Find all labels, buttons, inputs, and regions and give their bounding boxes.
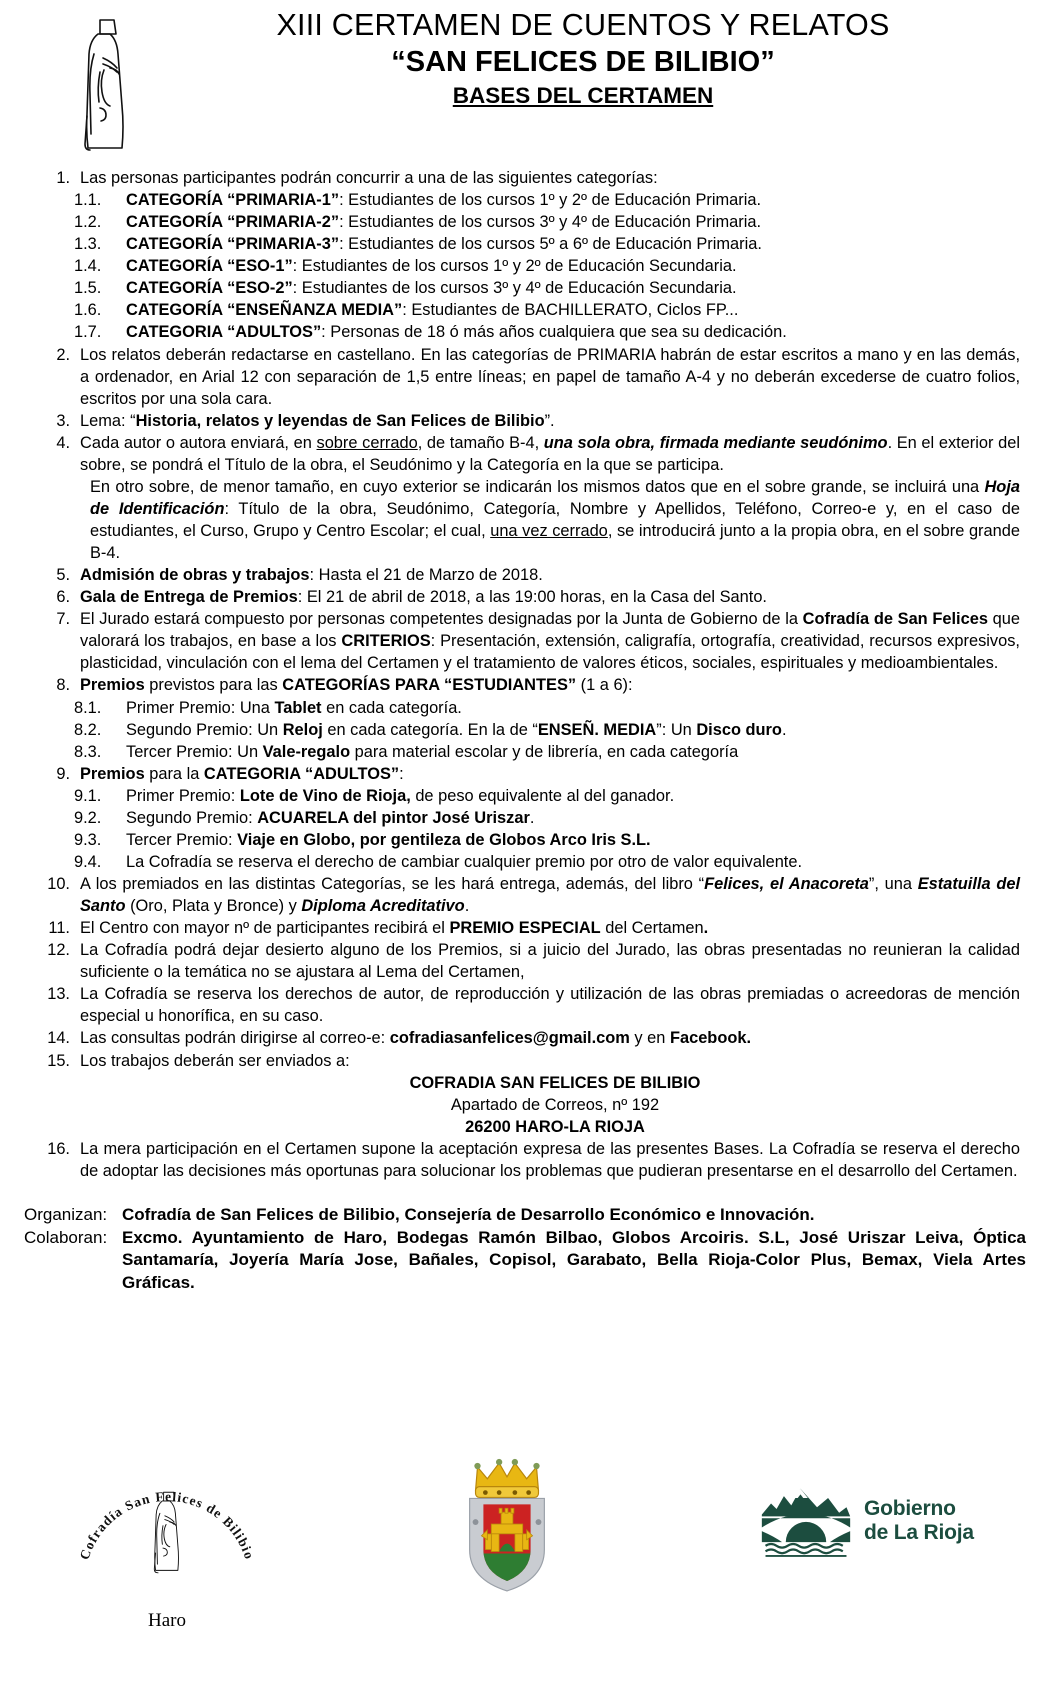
rule-frag: para la — [144, 764, 204, 783]
rule-number: 1. — [56, 169, 70, 187]
rule-frag: En otro sobre, de menor tamaño, en cuyo exterior se indicarán los mismos datos que en el sobre grande, se incluirá una — [90, 477, 985, 496]
rule-frag: que valorará los trabajos, en base a los — [80, 610, 1020, 651]
subrule-rest: : Estudiantes de los cursos 1º y 2º de Educación Primaria. — [339, 191, 762, 210]
rule-number: 6. — [56, 588, 70, 607]
colaboran-row — [24, 1227, 1026, 1295]
rule-item-9 — [36, 763, 1020, 785]
rule-emph: Hoja de Identificación — [90, 477, 1020, 518]
rule-frag: Cada autor o autora enviará, en — [80, 433, 317, 452]
subrule-bold: CATEGORÍA “PRIMARIA-1” — [126, 191, 340, 210]
rule-frag: (1 a 6): — [576, 676, 633, 695]
rule-text: La mera participación en el Certamen supone la aceptación expresa de las presentes Bases. La Cofradía se reserva el derecho de adoptar las decisiones más oportunas para solucionar los problemas que pudieran presentarse en el desarrollo del Certamen. — [80, 1139, 1020, 1181]
subrule-frag: para material escolar y de librería, en cada categoría — [350, 742, 739, 761]
rule-subitem-1-6 — [36, 299, 1020, 321]
rule-number: 12. — [47, 941, 70, 960]
rule-bold: Premios — [80, 676, 145, 695]
subrule-number: 1.3. — [74, 235, 102, 254]
rule-frag: . — [703, 919, 709, 938]
rule-item-12 — [36, 939, 1020, 983]
contact-email[interactable]: cofradiasanfelices@gmail.com — [389, 1029, 630, 1048]
subrule-number: 1.7. — [74, 323, 102, 342]
rules-list — [0, 157, 1056, 1182]
rule-frag: ”, una — [868, 875, 918, 893]
rule-number: 7. — [56, 610, 70, 629]
seal-caption: Haro — [148, 1610, 186, 1631]
rule-item-2 — [36, 344, 1020, 410]
subrule-number: 8.2. — [74, 720, 102, 739]
rule-item-4-paragraph-2 — [36, 476, 1020, 564]
rule-item-13 — [36, 983, 1020, 1027]
rule-bold: Premios — [80, 764, 145, 783]
rule-bold: Cofradía de San Felices — [802, 610, 988, 629]
rule-number: 15. — [47, 1051, 70, 1070]
saint-statue-icon — [70, 8, 140, 157]
subrule-bold: CATEGORÍA “PRIMARIA-2” — [126, 213, 340, 232]
rule-emph: una sola obra, firmada mediante seudónimo — [543, 433, 888, 452]
subrule-text — [126, 829, 1020, 851]
rule-text — [80, 608, 1020, 674]
rule-frag: : Título de la obra, Seudónimo, Categoría, Nombre y Apellidos, Teléfono, Correo-e y, en el caso de estudiantes, el Curso, Grupo y Centro Escolar; el cual, — [90, 499, 1020, 540]
prize-name: Tablet — [274, 698, 322, 717]
category-name: ENSEÑ. MEDIA — [537, 720, 657, 739]
subrule-number: 1.1. — [74, 191, 102, 210]
rioja-logo-line-1: Gobierno — [864, 1497, 956, 1521]
subrule-text — [126, 851, 1020, 873]
rule-subitem-9-1 — [36, 785, 1020, 807]
rule-frag: . — [464, 897, 470, 916]
underlined-sobre-cerrado: sobre cerrado — [316, 433, 418, 452]
subrule-rest: : Estudiantes de los cursos 3º y 4º de Educación Primaria. — [339, 213, 762, 232]
mailing-address — [36, 1072, 1020, 1138]
colaboran-label: Colaboran: — [24, 1227, 108, 1247]
lema-suffix: ”. — [544, 411, 555, 430]
rule-frag: El Centro con mayor nº de participantes recibirá el — [80, 919, 450, 938]
rule-bold: CATEGORÍAS PARA “ESTUDIANTES” — [282, 676, 577, 695]
rule-text: Los relatos deberán redactarse en castellano. En las categorías de PRIMARIA habrán de estar escritos a mano y en las demás, a ordenador, en Arial 12 con separación de 1,5 entre líneas; en papel de tamaño A-4 y no deberán excederse de cuatro folios, escritos por una sola cara. — [80, 345, 1020, 408]
rule-subitem-1-1 — [36, 189, 1020, 211]
subrule-rest: : Estudiantes de los cursos 5º a 6º de Educación Primaria. — [339, 235, 762, 254]
subrule-rest: : Personas de 18 ó más años cualquiera que sea su dedicación. — [321, 323, 787, 342]
rule-bold: CATEGORIA “ADULTOS” — [203, 764, 400, 783]
rule-subitem-8-1 — [36, 697, 1020, 719]
rioja-logo-text — [864, 1497, 974, 1544]
subrule-text — [126, 299, 1020, 321]
subrule-text — [126, 697, 1020, 719]
rule-rest: : El 21 de abril de 2018, a las 19:00 horas, en la Casa del Santo. — [297, 588, 767, 607]
rule-text: Las personas participantes podrán concurrir a una de las siguientes categorías: — [80, 169, 658, 187]
rule-subitem-8-2 — [36, 719, 1020, 741]
rule-text — [80, 564, 1020, 586]
rule-frag: previstos para las — [144, 676, 283, 695]
rule-frag: : Presentación, extensión, caligrafía, ortografía, creatividad, recursos expresivos, plasticidad, vinculación con el lema del Certamen y el tratamiento de valores éticos, sociales, espirituales y medioambientales. — [80, 632, 1020, 673]
statuette-name: Estatuilla del Santo — [80, 875, 1020, 916]
rule-frag: del Certamen — [600, 919, 704, 938]
rule-subitem-9-4 — [36, 851, 1020, 873]
rule-frag: . En el exterior del sobre, se pondrá el Título de la obra, el Seudónimo y la Categoría en la que se participa. — [80, 433, 1020, 474]
subrule-number: 9.3. — [74, 830, 102, 849]
rule-bold: Admisión de obras y trabajos — [80, 566, 310, 585]
rule-item-1 — [36, 167, 1020, 189]
rule-frag: , de tamaño B-4, — [417, 433, 544, 452]
rule-frag: y en — [629, 1029, 670, 1048]
lema-text: Historia, relatos y leyendas de San Felices de Bilibio — [135, 411, 545, 430]
page-title: XIII CERTAMEN DE CUENTOS Y RELATOS — [276, 8, 890, 42]
facebook-link[interactable]: Facebook. — [669, 1029, 752, 1048]
page-section-title: BASES DEL CERTAMEN — [452, 83, 714, 109]
subrule-bold: CATEGORÍA “ENSEÑANZA MEDIA” — [126, 301, 403, 320]
subrule-text — [126, 321, 1020, 343]
special-prize-name: PREMIO ESPECIAL — [449, 919, 601, 938]
subrule-frag: . — [529, 808, 535, 827]
rule-item-7 — [36, 608, 1020, 674]
mountain-river-icon — [760, 1485, 852, 1557]
rule-item-16 — [36, 1138, 1020, 1182]
rule-number: 8. — [56, 676, 70, 695]
organizan-value: Cofradía de San Felices de Bilibio, Consejería de Desarrollo Económico e Innovación. — [122, 1205, 815, 1225]
rule-number: 4. — [56, 433, 70, 452]
rule-frag: El Jurado estará compuesto por personas competentes designadas por la Junta de Gobierno de la — [80, 610, 803, 629]
rule-text — [80, 674, 1020, 696]
rule-item-3 — [36, 410, 1020, 432]
organizers-section — [0, 1182, 1056, 1294]
rule-number: 9. — [56, 764, 70, 783]
rule-item-10 — [36, 873, 1020, 917]
header-titles — [140, 8, 1016, 109]
address-line-1: COFRADIA SAN FELICES DE BILIBIO — [409, 1073, 701, 1092]
svg-text:Cofradía San Felices de Bilibi: Cofradía San Felices de Bilibio — [76, 1488, 258, 1562]
rule-subitem-9-2 — [36, 807, 1020, 829]
subrule-frag: de peso equivalente al del ganador. — [410, 786, 675, 805]
subrule-frag: Primer Premio: Una — [126, 698, 275, 717]
subrule-bold: CATEGORÍA “ESO-2” — [126, 279, 293, 298]
rule-number: 11. — [48, 919, 70, 938]
prize-name: ACUARELA del pintor José Uriszar — [257, 808, 530, 827]
rule-text — [80, 1027, 1020, 1049]
rule-frag: (Oro, Plata y Bronce) y — [125, 897, 302, 916]
prize-name: Disco duro — [696, 720, 782, 739]
subrule-number: 8.3. — [74, 742, 102, 761]
subrule-number: 1.4. — [74, 257, 102, 276]
rule-subitem-8-3 — [36, 741, 1020, 763]
rule-item-11 — [36, 917, 1020, 939]
rule-text — [80, 410, 1020, 432]
rule-text: La Cofradía se reserva los derechos de autor, de reproducción y utilización de las obras premiadas o acreedoras de mención especial u honorífica, en su caso. — [80, 985, 1020, 1026]
rule-rest: : Hasta el 21 de Marzo de 2018. — [309, 566, 543, 585]
subrule-frag: Tercer Premio: Un — [126, 742, 263, 761]
subrule-text — [126, 189, 1020, 211]
prize-name: Viaje en Globo, por gentileza de Globos Arco Iris S.L. — [237, 830, 651, 849]
subrule-bold: CATEGORIA “ADULTOS” — [126, 323, 322, 342]
footer-logos — [0, 1445, 1056, 1675]
address-line-3: 26200 HARO-LA RIOJA — [465, 1117, 645, 1136]
rule-frag: : — [399, 764, 404, 783]
rule-number: 14. — [47, 1029, 70, 1048]
rule-subitem-9-3 — [36, 829, 1020, 851]
subrule-bold: CATEGORÍA “ESO-1” — [126, 257, 293, 276]
saint-statue-seal-icon — [67, 1453, 267, 1603]
poster-header — [0, 0, 1056, 157]
rule-text — [80, 432, 1020, 476]
subrule-text — [126, 719, 1020, 741]
prize-name: Reloj — [282, 720, 323, 739]
subrule-text — [126, 255, 1020, 277]
address-line-2: Apartado de Correos, nº 192 — [450, 1095, 660, 1114]
rule-text — [80, 586, 1020, 608]
subrule-number: 8.1. — [74, 698, 102, 717]
underlined-una-vez-cerrado: una vez cerrado — [490, 522, 608, 540]
organizan-row — [24, 1204, 1026, 1227]
rule-number: 13. — [47, 985, 70, 1004]
rule-subitem-1-2 — [36, 211, 1020, 233]
colaboran-value: Excmo. Ayuntamiento de Haro, Bodegas Ramón Bilbao, Globos Arcoiris. S.L, José Uriszar Leiva, Óptica Santamaría, Joyería María Jose, Bañales, Copisol, Garabato, Bella Rioja-Color Plus, Bemax, Viela Artes Gráficas. — [122, 1227, 1026, 1292]
prize-name: Lote de Vino de Rioja, — [239, 786, 411, 805]
rule-item-4 — [36, 432, 1020, 476]
rule-frag: Las consultas podrán dirigirse al correo-e: — [80, 1029, 390, 1048]
diploma-name: Diploma Acreditativo — [301, 897, 465, 916]
rule-text — [80, 763, 1020, 785]
prize-name: Vale-regalo — [262, 742, 351, 761]
subrule-frag: en cada categoría. En la de “ — [322, 720, 538, 739]
rule-number: 5. — [56, 566, 70, 585]
rule-item-8 — [36, 674, 1020, 696]
rule-subitem-1-5 — [36, 277, 1020, 299]
subrule-number: 9.2. — [74, 808, 102, 827]
subrule-text — [126, 211, 1020, 233]
subrule-frag: . — [781, 720, 787, 739]
rule-bold: CRITERIOS — [341, 632, 431, 651]
rioja-logo-line-2: de La Rioja — [864, 1521, 974, 1544]
rule-item-5 — [36, 564, 1020, 586]
rule-text: Los trabajos deberán ser enviados a: — [80, 1051, 350, 1070]
subrule-text — [126, 785, 1020, 807]
rule-subitem-1-3 — [36, 233, 1020, 255]
subrule-bold: CATEGORÍA “PRIMARIA-3” — [126, 235, 340, 254]
rule-frag: , se introducirá junto a la propia obra, en el sobre grande B-4. — [90, 522, 1020, 563]
subrule-text — [126, 233, 1020, 255]
rule-number: 3. — [56, 411, 70, 430]
rule-subitem-1-4 — [36, 255, 1020, 277]
rule-text — [80, 917, 1020, 939]
lema-prefix: Lema: “ — [80, 411, 136, 430]
cofradia-seal — [62, 1453, 272, 1632]
haro-coat-of-arms-icon — [432, 1451, 582, 1604]
subrule-frag: Segundo Premio: Un — [126, 720, 283, 739]
subrule-frag: ”: Un — [656, 720, 697, 739]
page-subtitle: “SAN FELICES DE BILIBIO” — [391, 45, 775, 78]
subrule-number: 9.1. — [74, 786, 102, 805]
book-title: Felices, el Anacoreta — [704, 875, 869, 893]
subrule-frag: Primer Premio: — [126, 786, 240, 805]
rule-number: 16. — [47, 1139, 70, 1158]
rule-number: 2. — [56, 345, 70, 364]
rule-frag: A los premiados en las distintas Categorías, se les hará entrega, además, del libro “ — [80, 875, 705, 893]
rule-bold: Gala de Entrega de Premios — [80, 588, 298, 607]
rule-text: La Cofradía podrá dejar desierto alguno de los Premios, si a juicio del Jurado, las obras presentadas no reunieran la calidad suficiente o la temática no se ajustara al Lema del Certamen, — [80, 941, 1020, 982]
subrule-frag: Segundo Premio: — [126, 808, 258, 827]
subrule-rest: : Estudiantes de los cursos 1º y 2º de Educación Secundaria. — [292, 257, 737, 276]
subrule-frag: Tercer Premio: — [126, 830, 238, 849]
subrule-number: 1.5. — [74, 279, 102, 298]
subrule-frag: La Cofradía se reserva el derecho de cambiar cualquier premio por otro de valor equivalente. — [126, 852, 803, 871]
organizan-label: Organizan: — [24, 1205, 108, 1225]
subrule-text — [126, 741, 1020, 763]
gobierno-de-la-rioja-logo — [760, 1485, 1000, 1557]
subrule-number: 1.6. — [74, 301, 102, 320]
subrule-number: 9.4. — [74, 852, 102, 871]
rule-item-14 — [36, 1027, 1020, 1049]
subrule-rest: : Estudiantes de BACHILLERATO, Ciclos FP... — [402, 301, 739, 320]
subrule-text — [126, 277, 1020, 299]
subrule-frag: en cada categoría. — [321, 698, 462, 717]
subrule-text — [126, 807, 1020, 829]
rule-number: 10. — [47, 875, 70, 893]
rule-item-15 — [36, 1050, 1020, 1072]
subrule-rest: : Estudiantes de los cursos 3º y 4º de Educación Secundaria. — [292, 279, 737, 298]
rule-item-6 — [36, 586, 1020, 608]
subrule-number: 1.2. — [74, 213, 102, 232]
rule-subitem-1-7 — [36, 321, 1020, 343]
rule-text — [80, 873, 1020, 917]
